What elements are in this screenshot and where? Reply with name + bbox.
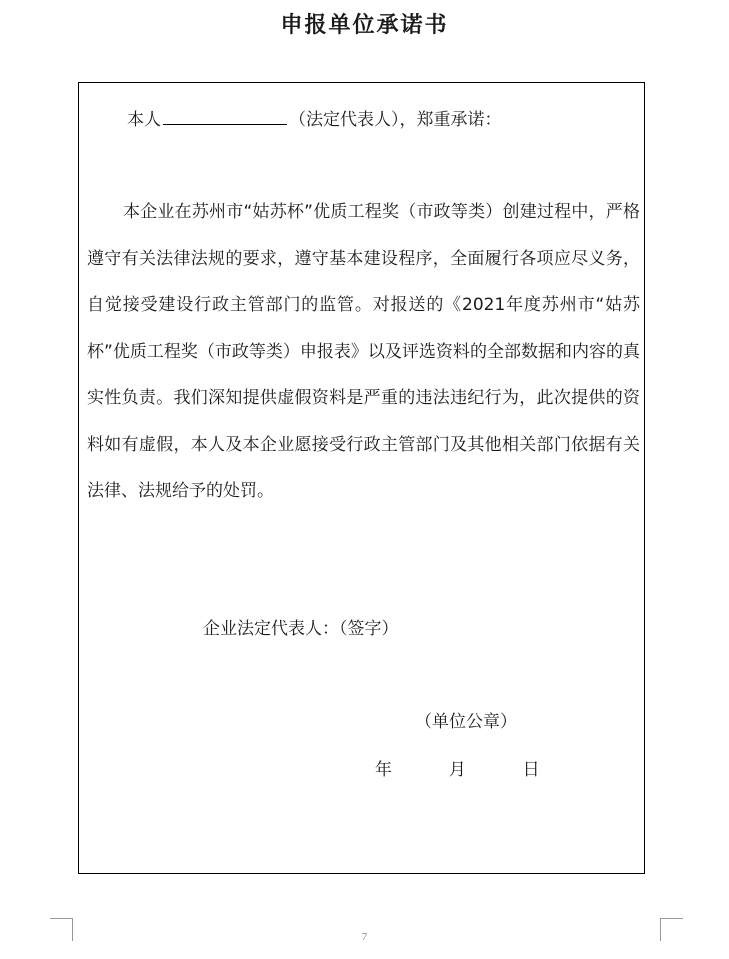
date-day: 日 [522,760,540,780]
date-year: 年 [375,760,392,780]
intro-prefix: 本人 [127,110,161,130]
page-number: 7 [361,931,368,943]
date-month: 月 [448,760,466,780]
commitment-box [78,82,645,874]
document-title: 申报单位承诺书 [280,13,449,38]
intro-line [127,105,502,130]
date-line [375,755,540,780]
name-blank [163,110,287,125]
seal-label: （单位公章） [415,712,517,732]
signature-label: 企业法定代表人：（签字） [203,619,399,639]
intro-suffix: （法定代表人），郑重承诺： [289,110,502,130]
commitment-body: 本企业在苏州市“姑苏杯”优质工程奖（市政等类）创建过程中，严格遵守有关法律法规的要求，遵守基本建设程序，全面履行各项应尽义务，自觉接受建设行政主管部门的监管。对报送的《2021年度苏州市“姑苏杯”优质工程奖（市政等类）申报表》以及评选资料的全部数据和内容的真实性负责。我们深知提供虚假资料是严重的违法违纪行为，此次提供的资料如有虚假，本人及本企业愿接受行政主管部门及其他相关部门依据有关法律、法规给予的处罚。 [87,202,640,501]
